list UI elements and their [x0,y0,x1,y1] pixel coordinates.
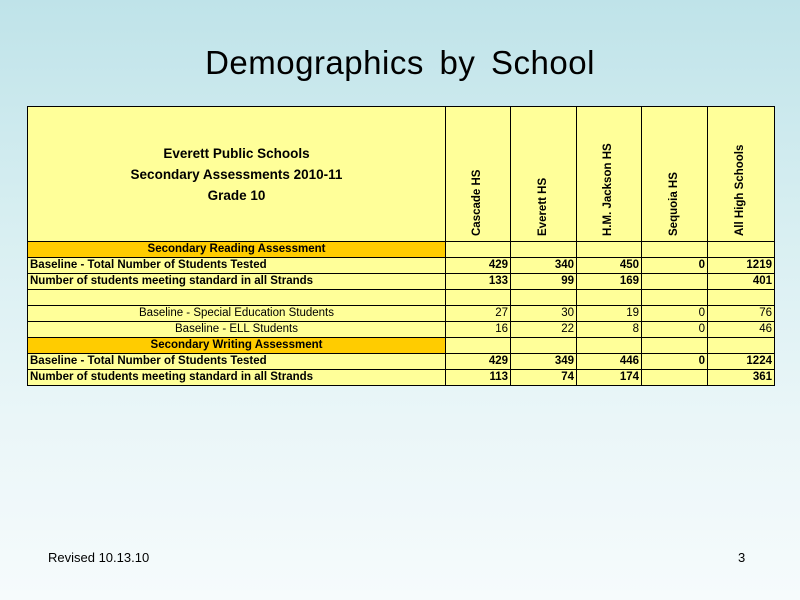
row-label: Baseline - Total Number of Students Tested [28,258,446,274]
table-row [28,338,775,354]
table-row [28,242,775,258]
value-cell: 22 [511,322,577,338]
school-label: All High Schools [734,144,746,236]
table-row [28,258,775,274]
value-cell [642,290,708,306]
value-cell [577,290,642,306]
column-header-jackson [577,107,642,242]
value-cell: 19 [577,306,642,322]
value-cell [511,338,577,354]
table-header-title [28,107,446,242]
value-cell [642,242,708,258]
value-cell [446,338,511,354]
value-cell: 76 [708,306,775,322]
school-label: Cascade HS [471,169,483,236]
row-label: Number of students meeting standard in all Strands [28,274,446,290]
value-cell [577,242,642,258]
slide-title: Demographics by School [205,44,595,81]
value-cell [446,290,511,306]
value-cell: 174 [577,370,642,386]
row-label: Baseline - ELL Students [28,322,446,338]
value-cell: 99 [511,274,577,290]
table-row [28,370,775,386]
table-row [28,274,775,290]
row-label: Baseline - Special Education Students [28,306,446,322]
header-grade: Grade 10 [207,187,266,203]
value-cell [708,242,775,258]
value-cell: 27 [446,306,511,322]
value-cell [708,338,775,354]
row-label: Number of students meeting standard in all Strands [28,370,446,386]
value-cell: 16 [446,322,511,338]
column-header-cascade [446,107,511,242]
value-cell [511,290,577,306]
value-cell: 8 [577,322,642,338]
value-cell [708,290,775,306]
value-cell: 429 [446,258,511,274]
page-number: 3 [738,550,746,565]
value-cell: 340 [511,258,577,274]
value-cell: 0 [642,258,708,274]
value-cell: 0 [642,322,708,338]
table-row [28,354,775,370]
section-header: Secondary Writing Assessment [28,338,446,354]
value-cell: 450 [577,258,642,274]
value-cell: 349 [511,354,577,370]
value-cell [511,242,577,258]
column-header-sequoia [642,107,708,242]
row-label [28,290,446,306]
value-cell: 401 [708,274,775,290]
value-cell: 361 [708,370,775,386]
table-row [28,290,775,306]
header-assessment: Secondary Assessments 2010-11 [130,166,343,182]
value-cell: 0 [642,306,708,322]
value-cell: 133 [446,274,511,290]
value-cell: 1219 [708,258,775,274]
value-cell: 0 [642,354,708,370]
table-header-row [28,107,775,242]
value-cell [642,274,708,290]
school-label: H.M. Jackson HS [602,143,614,236]
section-header: Secondary Reading Assessment [28,242,446,258]
column-header-all [708,107,775,242]
table-row [28,322,775,338]
school-label: Sequoia HS [667,172,680,236]
value-cell: 1224 [708,354,775,370]
school-label: Everett HS [536,177,549,236]
value-cell [446,242,511,258]
value-cell: 30 [511,306,577,322]
column-header-everett [511,107,577,242]
row-label: Baseline - Total Number of Students Tested [28,354,446,370]
value-cell [577,338,642,354]
value-cell: 74 [511,370,577,386]
revised-date: Revised 10.13.10 [48,550,150,565]
value-cell: 113 [446,370,511,386]
value-cell [642,370,708,386]
value-cell: 169 [577,274,642,290]
value-cell: 429 [446,354,511,370]
value-cell [642,338,708,354]
demographics-table [27,106,775,386]
value-cell: 446 [577,354,642,370]
header-district: Everett Public Schools [163,145,310,161]
table-row [28,306,775,322]
value-cell: 46 [708,322,775,338]
